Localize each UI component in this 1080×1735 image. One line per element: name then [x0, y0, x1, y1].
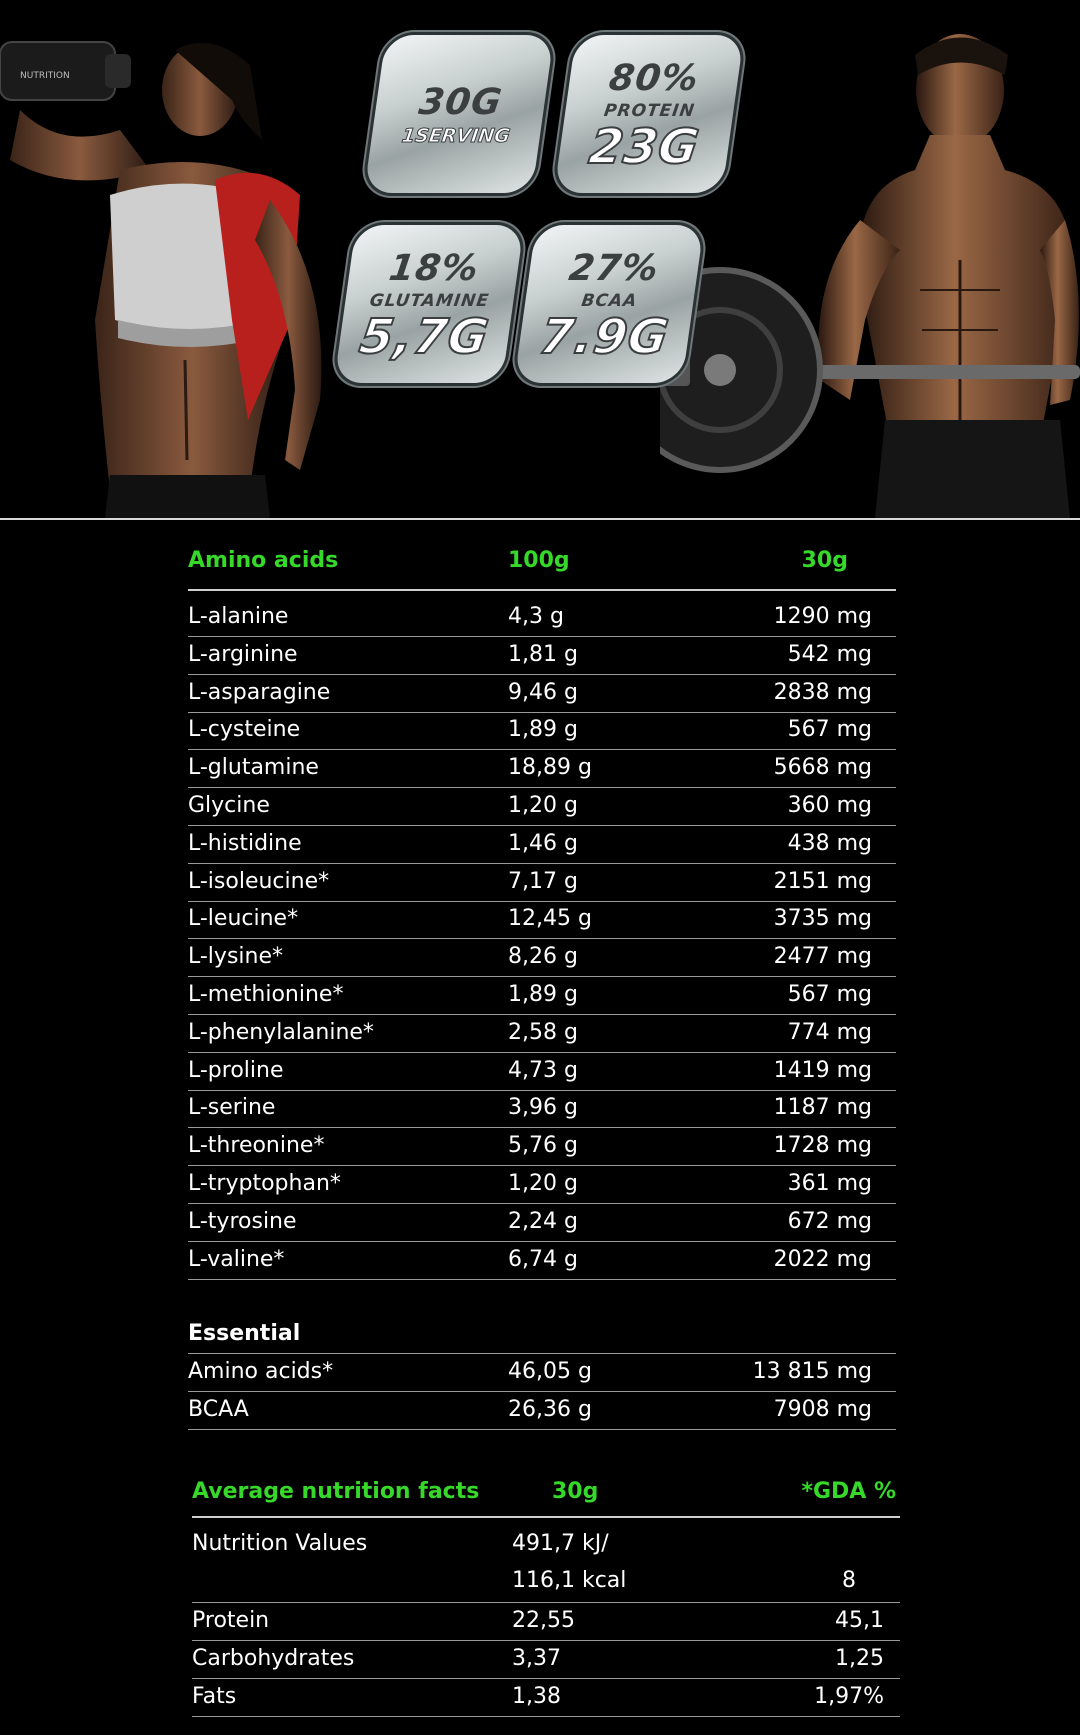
- essential-per-100g: 26,36 g: [508, 1397, 592, 1422]
- amino-name: L-proline: [188, 1057, 284, 1083]
- header-30g: 30g: [801, 548, 848, 573]
- energy-kcal: 116,1 kcal: [512, 1568, 627, 1593]
- amino-per-30g: 360 mg: [787, 793, 872, 818]
- amino-per-30g: 3735 mg: [773, 906, 872, 932]
- amino-name: L-asparagine: [188, 679, 331, 705]
- essential-row: [188, 1391, 896, 1429]
- amino-name: L-valine*: [188, 1246, 285, 1272]
- header-rule: [188, 589, 896, 591]
- nutrient-name: Protein: [192, 1608, 270, 1633]
- essential-per-30g: 13 815 mg: [752, 1359, 872, 1384]
- amino-per-30g: 1728 mg: [773, 1133, 872, 1159]
- amino-per-100g: 1,89 g: [508, 717, 578, 743]
- amino-per-100g: 1,81 g: [508, 641, 578, 667]
- amino-per-100g: 2,24 g: [508, 1208, 578, 1234]
- amino-row: [188, 1203, 896, 1241]
- amino-per-100g: 1,20 g: [508, 1171, 578, 1196]
- amino-name: L-threonine*: [188, 1133, 325, 1159]
- row-rule: [188, 1279, 896, 1280]
- badge-bcaa-amount: 7.9G: [536, 308, 673, 365]
- essential-title-row: [188, 1315, 896, 1353]
- badge-protein: [554, 35, 744, 193]
- shaker-label: NUTRITION: [20, 71, 70, 81]
- essential-row: [188, 1353, 896, 1391]
- amino-per-100g: 1,89 g: [508, 982, 578, 1007]
- badge-glutamine-label: GLUTAMINE: [368, 290, 491, 311]
- amino-per-30g: 438 mg: [787, 830, 872, 856]
- essential-name: BCAA: [188, 1397, 249, 1422]
- header-amino-acids: Amino acids: [188, 548, 339, 573]
- header-average-nutrition: Average nutrition facts: [192, 1479, 480, 1504]
- amino-per-30g: 1187 mg: [773, 1095, 872, 1121]
- amino-name: L-phenylalanine*: [188, 1019, 374, 1045]
- amino-per-30g: 5668 mg: [773, 755, 872, 781]
- badge-protein-label: PROTEIN: [602, 100, 697, 121]
- header-gda: *GDA %: [801, 1479, 896, 1504]
- amino-per-30g: 1290 mg: [773, 604, 872, 629]
- amino-name: L-glutamine: [188, 755, 319, 781]
- header-nutrition-30g: 30g: [552, 1479, 599, 1504]
- amino-name: Glycine: [188, 793, 270, 818]
- nutrition-energy-row: [192, 1525, 900, 1563]
- nutrient-gda: 1,25: [835, 1646, 884, 1671]
- amino-name: L-alanine: [188, 604, 289, 629]
- energy-kj: 491,7 kJ/: [512, 1531, 609, 1556]
- nutrient-per-30g: 3,37: [512, 1646, 561, 1671]
- amino-row: [188, 1165, 896, 1203]
- nutrition-energy-row-2: [192, 1562, 900, 1600]
- nutrient-gda: 45,1: [835, 1608, 884, 1633]
- nutrition-table: [192, 1473, 900, 1733]
- essential-table: [188, 1315, 896, 1435]
- amino-table-header: [188, 542, 896, 580]
- badge-bcaa-label: BCAA: [580, 290, 639, 311]
- amino-row: [188, 900, 896, 938]
- amino-row: [188, 976, 896, 1014]
- amino-row: [188, 825, 896, 863]
- amino-name: L-histidine: [188, 830, 302, 856]
- amino-row: [188, 1052, 896, 1090]
- amino-per-30g: 567 mg: [787, 717, 872, 743]
- amino-per-100g: 1,20 g: [508, 793, 578, 818]
- amino-acids-table: [188, 542, 896, 1282]
- amino-per-100g: 2,58 g: [508, 1019, 578, 1045]
- amino-per-30g: 2838 mg: [773, 679, 872, 705]
- amino-name: L-tyrosine: [188, 1208, 297, 1234]
- amino-row: [188, 1014, 896, 1052]
- amino-row: [188, 1241, 896, 1279]
- row-rule: [192, 1716, 900, 1717]
- nutrition-row: [192, 1602, 900, 1640]
- nutrient-gda: 1,97%: [814, 1684, 884, 1709]
- nutrition-header-rule: [192, 1516, 900, 1518]
- energy-gda: 8: [842, 1568, 856, 1593]
- essential-title: Essential: [188, 1321, 301, 1346]
- amino-name: L-isoleucine*: [188, 868, 330, 894]
- amino-name: L-methionine*: [188, 982, 344, 1007]
- badge-bcaa-percent: 27%: [566, 247, 662, 289]
- amino-row: [188, 711, 896, 749]
- amino-row: [188, 863, 896, 901]
- amino-name: L-leucine*: [188, 906, 299, 932]
- hero-banner: [0, 0, 1080, 518]
- amino-per-100g: 3,96 g: [508, 1095, 578, 1121]
- amino-per-100g: 4,3 g: [508, 604, 564, 629]
- amino-per-30g: 2022 mg: [773, 1246, 872, 1272]
- amino-row: [188, 598, 896, 636]
- badge-glutamine: [334, 225, 524, 383]
- essential-per-30g: 7908 mg: [773, 1397, 872, 1422]
- badge-glutamine-amount: 5,7G: [356, 308, 493, 365]
- nutrition-row: [192, 1640, 900, 1678]
- amino-per-30g: 2151 mg: [773, 868, 872, 894]
- amino-per-100g: 6,74 g: [508, 1246, 578, 1272]
- amino-row: [188, 1089, 896, 1127]
- amino-per-30g: 567 mg: [787, 982, 872, 1007]
- energy-label: Nutrition Values: [192, 1531, 368, 1556]
- amino-row: [188, 674, 896, 712]
- badge-serving-amount: 30G: [416, 81, 505, 123]
- amino-per-30g: 361 mg: [787, 1171, 872, 1196]
- amino-row: [188, 1127, 896, 1165]
- nutrient-name: Carbohydrates: [192, 1646, 355, 1671]
- amino-name: L-lysine*: [188, 944, 283, 970]
- essential-name: Amino acids*: [188, 1359, 334, 1384]
- badge-glutamine-percent: 18%: [386, 247, 482, 289]
- hero-divider: [0, 518, 1080, 520]
- amino-per-100g: 4,73 g: [508, 1057, 578, 1083]
- amino-name: L-cysteine: [188, 717, 301, 743]
- amino-per-30g: 2477 mg: [773, 944, 872, 970]
- amino-per-100g: 8,26 g: [508, 944, 578, 970]
- amino-name: L-tryptophan*: [188, 1171, 341, 1196]
- badge-protein-amount: 23G: [585, 118, 703, 175]
- amino-per-100g: 9,46 g: [508, 679, 578, 705]
- nutrition-row: [192, 1678, 900, 1716]
- amino-per-100g: 5,76 g: [508, 1133, 578, 1159]
- row-rule: [188, 1429, 896, 1430]
- amino-row: [188, 787, 896, 825]
- badge-bcaa: [514, 225, 704, 383]
- amino-row: [188, 636, 896, 674]
- badge-protein-percent: 80%: [606, 57, 702, 99]
- amino-name: L-arginine: [188, 641, 298, 667]
- essential-per-100g: 46,05 g: [508, 1359, 592, 1384]
- amino-per-30g: 672 mg: [787, 1208, 872, 1234]
- amino-per-100g: 18,89 g: [508, 755, 592, 781]
- amino-per-100g: 7,17 g: [508, 868, 578, 894]
- amino-row: [188, 749, 896, 787]
- nutrient-per-30g: 1,38: [512, 1684, 561, 1709]
- amino-row: [188, 938, 896, 976]
- header-100g: 100g: [508, 548, 570, 573]
- nutrient-per-30g: 22,55: [512, 1608, 575, 1633]
- nutrition-header: [192, 1473, 900, 1511]
- amino-per-100g: 12,45 g: [508, 906, 592, 932]
- amino-per-30g: 774 mg: [787, 1019, 872, 1045]
- badge-serving-label: 1SERVING: [400, 124, 512, 147]
- nutrient-name: Fats: [192, 1684, 237, 1709]
- amino-name: L-serine: [188, 1095, 276, 1121]
- athlete-woman-image: [0, 20, 360, 518]
- amino-per-30g: 1419 mg: [773, 1057, 872, 1083]
- amino-per-30g: 542 mg: [787, 641, 872, 667]
- badge-serving: [364, 35, 554, 193]
- amino-per-100g: 1,46 g: [508, 830, 578, 856]
